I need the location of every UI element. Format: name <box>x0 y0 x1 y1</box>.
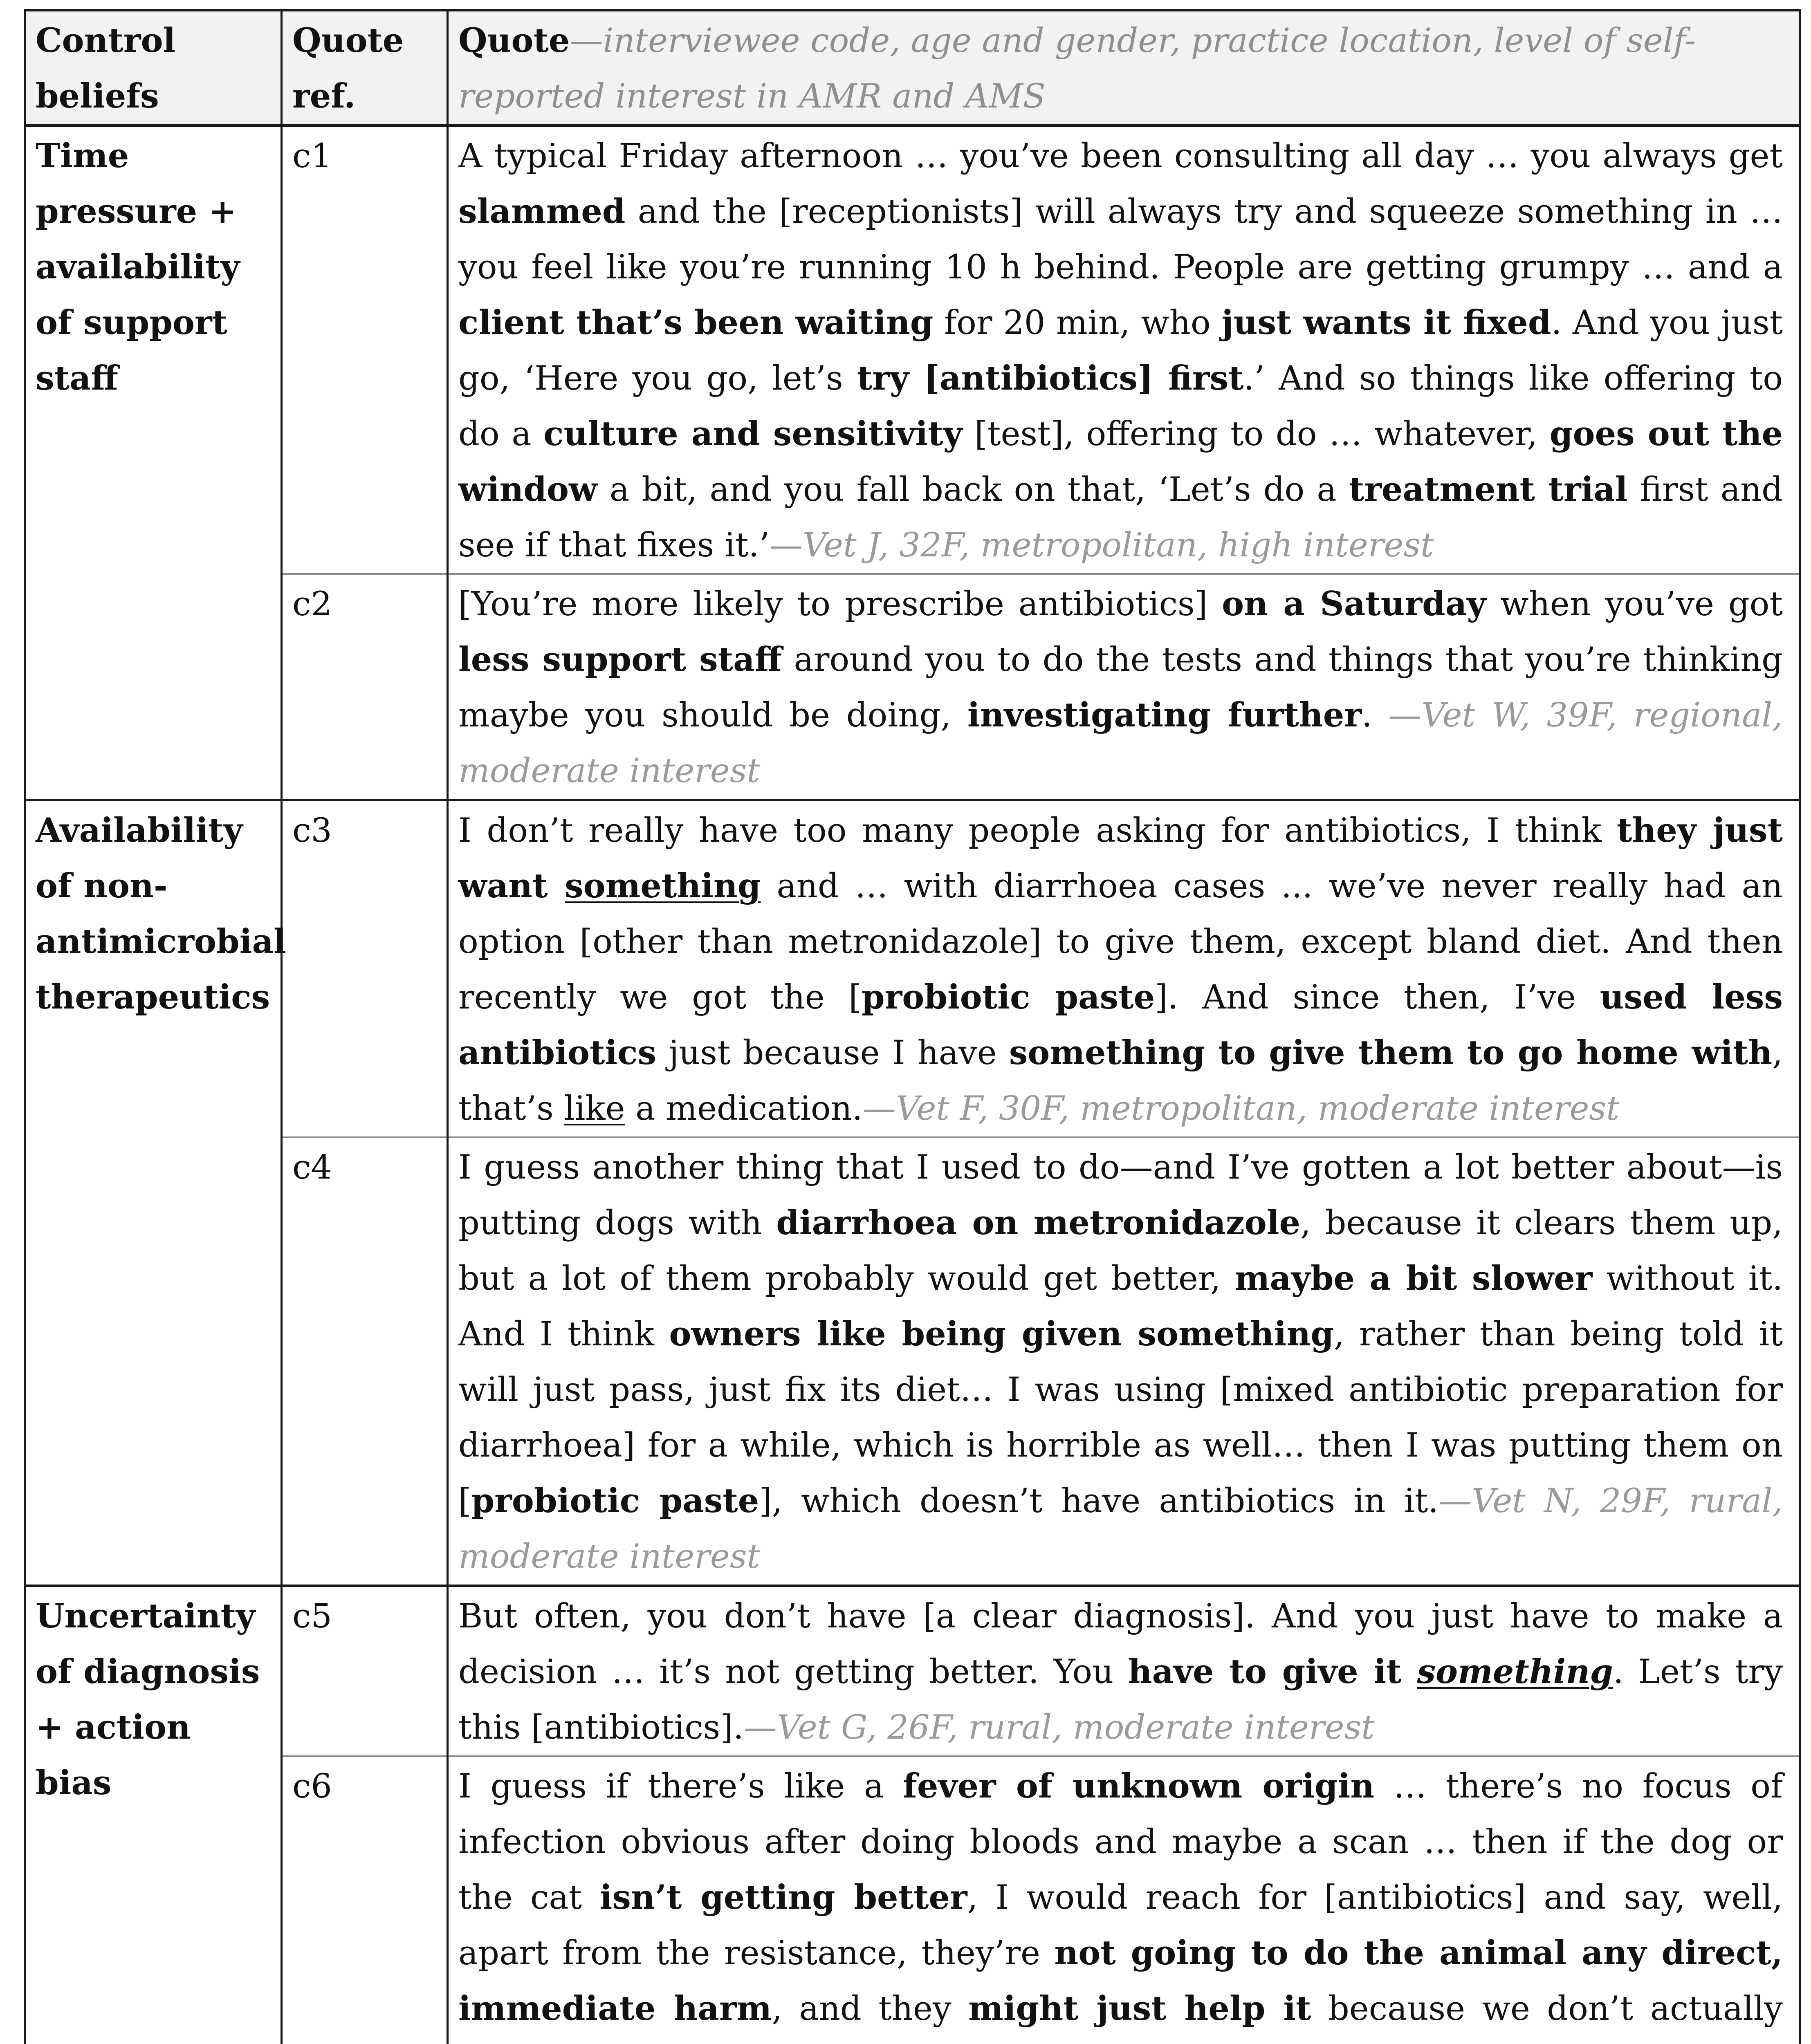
table-header <box>25 10 1800 126</box>
quote-text-segment: used less antibiotics <box>458 978 1783 1072</box>
quote-ref-cell: c3 <box>282 800 448 1137</box>
quote-text-segment: . Let’s try this [antibiotics]. <box>458 1653 1783 1747</box>
quote-attribution: —Vet G, 26F, rural, moderate interest <box>743 1708 1375 1747</box>
header-control-beliefs: Control beliefs <box>25 10 282 126</box>
header-quote <box>448 10 1800 126</box>
quote-text-segment: just wants it fixed <box>1221 303 1551 342</box>
quote-text-segment: , I would reach for [antibiotics] and say, well, apart from the resistance, they’re <box>458 1878 1783 1972</box>
quote-text-segment: I guess another thing that I used to do—and I’ve gotten a lot better about—is putting dogs with <box>458 1148 1783 1242</box>
quote-text-segment: .’ And so things like offering to do a <box>458 359 1783 453</box>
quote-text-segment: something <box>564 867 761 905</box>
quote-cell <box>448 1756 1800 2044</box>
quote-text-segment: just because I have <box>656 1034 1009 1072</box>
table-row <box>25 1137 1800 1586</box>
quote-cell <box>448 800 1800 1137</box>
quote-text-segment: for 20 min, who <box>933 304 1222 342</box>
quote-text-segment: … there’s no focus of infection obvious after doing bloods and maybe a scan … then if the dog or the cat <box>458 1767 1783 1917</box>
quote-attribution: —Vet F, 30F, metropolitan, moderate interest <box>862 1089 1620 1128</box>
quote-text-segment: slammed <box>458 192 626 231</box>
quote-text-segment: client that’s been waiting <box>458 303 934 342</box>
quote-cell <box>448 1137 1800 1586</box>
quote-text-segment: less support staff <box>458 640 782 679</box>
quote-text-segment: A typical Friday afternoon … you’ve been consulting all day … you always get <box>458 137 1783 175</box>
quote-text-segment: probiotic paste <box>471 1481 759 1520</box>
quote-text-segment: because we don’t actually <box>1328 1990 1783 2028</box>
quote-text-segment: like <box>564 1089 625 1128</box>
quote-cell <box>448 574 1800 800</box>
quote-ref-cell: c5 <box>282 1586 448 1756</box>
quote-ref-cell: c2 <box>282 574 448 800</box>
quote-text-segment: they just want <box>458 811 1783 905</box>
quote-text-segment: a medication. <box>625 1089 863 1128</box>
quote-text-segment: first and see if that fixes it.’ <box>458 471 1783 565</box>
quote-text-segment: and the [receptionists] will always try and squeeze something in … you feel like you’re running 10 h behind. People are getting grumpy … and a <box>458 193 1783 287</box>
quote-text-segment: ], which doesn’t have antibiotics in it. <box>759 1482 1439 1520</box>
quote-text-segment: investigating further <box>967 696 1362 735</box>
table-row <box>25 126 1800 574</box>
control-belief-cell: Uncertainty of diagnosis + action bias <box>25 1586 282 2044</box>
quote-text-segment: something to give them to go home with <box>1009 1033 1773 1072</box>
quote-ref-cell: c6 <box>282 1756 448 2044</box>
quote-text-segment: and … with diarrhoea cases ... we’ve never really had an option [other than metronidazole] to give them, except bland diet. And then recently we got the [ <box>458 867 1783 1017</box>
quote-text-segment: I guess if there’s like a <box>458 1767 903 1806</box>
control-beliefs-quote-table <box>24 9 1801 2044</box>
control-belief-cell: Time pressure + availability of support staff <box>25 126 282 800</box>
quote-text-segment: , that’s <box>458 1034 1783 1128</box>
table-row <box>25 1586 1800 1756</box>
quote-text-segment: when you’ve got <box>1486 585 1783 623</box>
table-row <box>25 1756 1800 2044</box>
quote-cell <box>448 126 1800 574</box>
quote-text-segment: fever of unknown origin <box>903 1767 1375 1806</box>
quote-text-segment: goes out the window <box>458 415 1783 509</box>
header-row <box>25 10 1800 126</box>
quote-text-segment: probiotic paste <box>861 978 1155 1017</box>
quote-text-segment: . And you just go, ‘Here you go, let’s <box>458 304 1783 398</box>
table-row <box>25 800 1800 1137</box>
quote-ref-cell: c1 <box>282 126 448 574</box>
quote-text-segment: isn’t getting better <box>599 1878 967 1917</box>
quote-text-segment: have to give it <box>1128 1652 1417 1691</box>
quote-text-segment: without it. And I think <box>458 1260 1783 1354</box>
quote-text-segment: on a Saturday <box>1222 585 1486 623</box>
quote-text-segment: something <box>1417 1652 1613 1691</box>
quote-text-segment: not going to do the animal any direct, immediate harm <box>458 1934 1783 2028</box>
quote-text-segment: maybe a bit slower <box>1234 1259 1593 1298</box>
quote-text-segment: treatment trial <box>1349 470 1628 509</box>
quote-text-segment: try [antibiotics] first <box>857 359 1244 398</box>
quote-text-segment: around you to do the tests and things that you’re thinking maybe you should be doing, <box>458 641 1783 735</box>
table-body <box>25 126 1800 2044</box>
quote-attribution: —Vet W, 39F, regional, moderate interest <box>458 696 1783 790</box>
quote-attribution: —Vet J, 32F, metropolitan, high interest <box>770 526 1434 565</box>
quote-text-segment: culture and sensitivity <box>543 415 963 453</box>
header-quote-subtitle: —interviewee code, age and gender, practice location, level of self-reported interest in AMR and AMS <box>458 22 1696 116</box>
table-row <box>25 574 1800 800</box>
quote-text-segment: , because it clears them up, but a lot of them probably would get better, <box>458 1204 1783 1298</box>
header-quote-label: Quote <box>458 21 570 60</box>
quote-text-segment: I don’t really have too many people asking for antibiotics, I think <box>458 811 1617 850</box>
quote-text-segment: owners like being given something <box>669 1315 1334 1354</box>
quote-text-segment: , and they <box>772 1990 969 2028</box>
quote-text-segment: . <box>1361 696 1389 735</box>
quote-attribution: —Vet N, 29F, rural, moderate interest <box>458 1482 1783 1576</box>
quote-text-segment: , rather than being told it will just pass, just fix its diet… I was using [mixed antibiotic preparation for diarrhoea] for a while, which is horrible as well… then I was putting them on [ <box>458 1315 1783 1520</box>
control-belief-cell: Availability of non-antimicrobial therapeutics <box>25 800 282 1586</box>
quote-text-segment: [You’re more likely to prescribe antibiotics] <box>458 585 1222 623</box>
quote-text-segment: But often, you don’t have [a clear diagnosis]. And you just have to make a decision … it’s not getting better. You <box>458 1597 1783 1691</box>
quote-text-segment: diarrhoea on metronidazole <box>776 1204 1301 1242</box>
quote-text-segment: [test], offering to do … whatever, <box>962 415 1550 453</box>
quote-text-segment: a bit, and you fall back on that, ‘Let’s do a <box>597 471 1349 509</box>
quote-ref-cell: c4 <box>282 1137 448 1586</box>
quote-cell <box>448 1586 1800 1756</box>
quote-text-segment: ]. And since then, I’ve <box>1155 978 1600 1017</box>
header-quote-ref: Quote ref. <box>282 10 448 126</box>
quote-text-segment: might just help it <box>968 1989 1311 2028</box>
